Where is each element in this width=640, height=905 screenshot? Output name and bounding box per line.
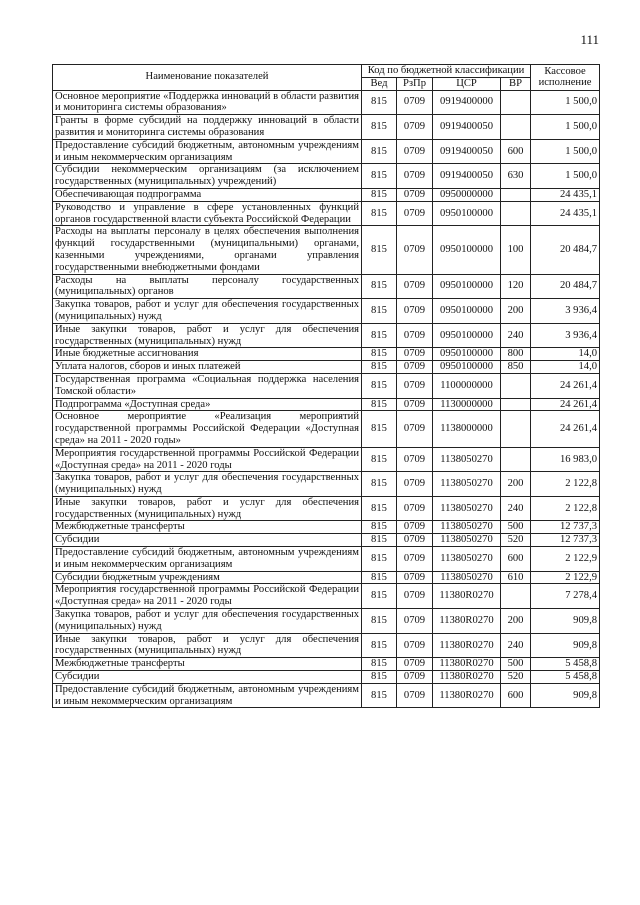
row-csr: 1130000000	[433, 398, 501, 411]
row-rzpr: 0709	[397, 323, 433, 348]
table-row	[53, 188, 600, 201]
row-name: Закупка товаров, работ и услуг для обеспечения государственных (муниципальных) нужд	[53, 472, 362, 497]
table-row	[53, 361, 600, 374]
row-name: Межбюджетные трансферты	[53, 658, 362, 671]
row-amount: 909,8	[531, 683, 600, 708]
table-row	[53, 534, 600, 547]
row-csr: 11380R0270	[433, 658, 501, 671]
row-name: Мероприятия государственной программы Российской Федерации «Доступная среда» на 2011 - 2020 годы	[53, 584, 362, 609]
row-csr: 0950100000	[433, 201, 501, 226]
row-name: Субсидии	[53, 534, 362, 547]
row-vr	[501, 398, 531, 411]
table-row	[53, 164, 600, 189]
header-exec: Кассовое исполнение	[531, 65, 600, 91]
row-amount: 12 737,3	[531, 534, 600, 547]
table-body	[53, 90, 600, 708]
row-ved: 815	[362, 584, 397, 609]
row-name: Обеспечивающая подпрограмма	[53, 188, 362, 201]
row-ved: 815	[362, 496, 397, 521]
row-csr: 11380R0270	[433, 683, 501, 708]
row-ved: 815	[362, 90, 397, 115]
row-ved: 815	[362, 201, 397, 226]
row-vr	[501, 115, 531, 140]
row-rzpr: 0709	[397, 348, 433, 361]
row-name: Мероприятия государственной программы Российской Федерации «Доступная среда» на 2011 - 2020 годы	[53, 447, 362, 472]
row-rzpr: 0709	[397, 521, 433, 534]
table-row	[53, 584, 600, 609]
row-vr: 800	[501, 348, 531, 361]
row-vr	[501, 411, 531, 447]
row-rzpr: 0709	[397, 226, 433, 274]
row-amount: 2 122,9	[531, 547, 600, 572]
row-amount: 909,8	[531, 609, 600, 634]
row-csr: 1138050270	[433, 571, 501, 584]
row-name: Закупка товаров, работ и услуг для обеспечения государственных (муниципальных) нужд	[53, 299, 362, 324]
row-csr: 1100000000	[433, 373, 501, 398]
row-amount: 1 500,0	[531, 115, 600, 140]
row-ved: 815	[362, 361, 397, 374]
row-csr: 1138050270	[433, 447, 501, 472]
row-amount: 5 458,8	[531, 658, 600, 671]
table-row	[53, 633, 600, 658]
table-row	[53, 609, 600, 634]
row-name: Подпрограмма «Доступная среда»	[53, 398, 362, 411]
row-rzpr: 0709	[397, 201, 433, 226]
table-row	[53, 201, 600, 226]
row-rzpr: 0709	[397, 584, 433, 609]
table-row	[53, 373, 600, 398]
row-rzpr: 0709	[397, 188, 433, 201]
row-amount: 1 500,0	[531, 164, 600, 189]
row-amount: 24 435,1	[531, 188, 600, 201]
row-ved: 815	[362, 323, 397, 348]
row-csr: 0919400000	[433, 90, 501, 115]
row-csr: 11380R0270	[433, 584, 501, 609]
row-rzpr: 0709	[397, 496, 433, 521]
header-name: Наименование показателей	[53, 65, 362, 91]
row-name: Субсидии некоммерческим организациям (за исключением государственных (муниципальных) учреждений)	[53, 164, 362, 189]
row-ved: 815	[362, 633, 397, 658]
row-name: Иные закупки товаров, работ и услуг для обеспечения государственных (муниципальных) нужд	[53, 323, 362, 348]
row-name: Гранты в форме субсидий на поддержку инноваций в области развития и мониторинга системы образования	[53, 115, 362, 140]
row-name: Предоставление субсидий бюджетным, автономным учреждениям и иным некоммерческим организациям	[53, 139, 362, 164]
table-row	[53, 447, 600, 472]
table-row	[53, 274, 600, 299]
table-row	[53, 472, 600, 497]
budget-table	[52, 64, 600, 708]
row-rzpr: 0709	[397, 683, 433, 708]
row-vr: 630	[501, 164, 531, 189]
row-rzpr: 0709	[397, 164, 433, 189]
row-amount: 14,0	[531, 348, 600, 361]
row-csr: 1138050270	[433, 472, 501, 497]
row-amount: 20 484,7	[531, 226, 600, 274]
row-amount: 24 261,4	[531, 373, 600, 398]
row-vr: 200	[501, 609, 531, 634]
table-row	[53, 348, 600, 361]
row-ved: 815	[362, 411, 397, 447]
table-row	[53, 496, 600, 521]
row-rzpr: 0709	[397, 658, 433, 671]
row-csr: 0950100000	[433, 299, 501, 324]
row-name: Иные бюджетные ассигнования	[53, 348, 362, 361]
row-ved: 815	[362, 472, 397, 497]
table-row	[53, 571, 600, 584]
row-ved: 815	[362, 521, 397, 534]
row-vr: 500	[501, 521, 531, 534]
row-rzpr: 0709	[397, 472, 433, 497]
row-rzpr: 0709	[397, 139, 433, 164]
row-rzpr: 0709	[397, 115, 433, 140]
row-amount: 2 122,8	[531, 472, 600, 497]
row-amount: 3 936,4	[531, 299, 600, 324]
row-vr: 600	[501, 683, 531, 708]
row-vr	[501, 447, 531, 472]
row-vr: 240	[501, 323, 531, 348]
row-vr: 200	[501, 472, 531, 497]
row-ved: 815	[362, 164, 397, 189]
row-name: Иные закупки товаров, работ и услуг для обеспечения государственных (муниципальных) нужд	[53, 496, 362, 521]
row-ved: 815	[362, 115, 397, 140]
row-name: Субсидии бюджетным учреждениям	[53, 571, 362, 584]
row-vr: 610	[501, 571, 531, 584]
row-ved: 815	[362, 188, 397, 201]
row-amount: 2 122,8	[531, 496, 600, 521]
row-csr: 0950000000	[433, 188, 501, 201]
row-csr: 0919400050	[433, 115, 501, 140]
row-vr	[501, 584, 531, 609]
row-name: Межбюджетные трансферты	[53, 521, 362, 534]
row-vr: 850	[501, 361, 531, 374]
row-amount: 24 435,1	[531, 201, 600, 226]
row-amount: 14,0	[531, 361, 600, 374]
row-vr: 600	[501, 547, 531, 572]
row-rzpr: 0709	[397, 361, 433, 374]
row-csr: 11380R0270	[433, 671, 501, 684]
table-row	[53, 323, 600, 348]
row-csr: 0950100000	[433, 361, 501, 374]
table-row	[53, 226, 600, 274]
row-ved: 815	[362, 658, 397, 671]
row-vr: 120	[501, 274, 531, 299]
table-row	[53, 411, 600, 447]
row-ved: 815	[362, 226, 397, 274]
header-vr: ВР	[501, 77, 531, 90]
row-rzpr: 0709	[397, 411, 433, 447]
row-amount: 2 122,9	[531, 571, 600, 584]
table-row	[53, 90, 600, 115]
row-ved: 815	[362, 671, 397, 684]
table-header	[53, 65, 600, 91]
header-code-group: Код по бюджетной классификации	[362, 65, 531, 78]
header-rzpr: РзПр	[397, 77, 433, 90]
table-row	[53, 683, 600, 708]
row-vr: 200	[501, 299, 531, 324]
row-csr: 0950100000	[433, 348, 501, 361]
page-number: 111	[580, 32, 599, 47]
row-amount: 909,8	[531, 633, 600, 658]
row-vr: 240	[501, 633, 531, 658]
row-name: Иные закупки товаров, работ и услуг для обеспечения государственных (муниципальных) нужд	[53, 633, 362, 658]
row-ved: 815	[362, 139, 397, 164]
row-rzpr: 0709	[397, 671, 433, 684]
row-vr: 500	[501, 658, 531, 671]
row-vr	[501, 90, 531, 115]
table-row	[53, 658, 600, 671]
row-csr: 1138050270	[433, 547, 501, 572]
row-rzpr: 0709	[397, 447, 433, 472]
row-vr	[501, 188, 531, 201]
row-ved: 815	[362, 398, 397, 411]
row-name: Руководство и управление в сфере установленных функций органов государственной власти субъекта Российской Федерации	[53, 201, 362, 226]
row-name: Основное мероприятие «Реализация мероприятий государственной программы Российской Федерации «Доступная среда» на 2011 - 2020 годы»	[53, 411, 362, 447]
row-ved: 815	[362, 299, 397, 324]
row-name: Расходы на выплаты персоналу государственных (муниципальных) органов	[53, 274, 362, 299]
row-rzpr: 0709	[397, 609, 433, 634]
row-vr: 600	[501, 139, 531, 164]
row-ved: 815	[362, 447, 397, 472]
row-name: Уплата налогов, сборов и иных платежей	[53, 361, 362, 374]
row-csr: 11380R0270	[433, 609, 501, 634]
row-csr: 1138050270	[433, 521, 501, 534]
row-ved: 815	[362, 547, 397, 572]
header-csr: ЦСР	[433, 77, 501, 90]
row-csr: 1138050270	[433, 496, 501, 521]
row-rzpr: 0709	[397, 534, 433, 547]
row-vr: 520	[501, 671, 531, 684]
row-csr: 0950100000	[433, 323, 501, 348]
row-amount: 1 500,0	[531, 139, 600, 164]
row-rzpr: 0709	[397, 90, 433, 115]
row-csr: 0919400050	[433, 164, 501, 189]
row-rzpr: 0709	[397, 373, 433, 398]
row-name: Закупка товаров, работ и услуг для обеспечения государственных (муниципальных) нужд	[53, 609, 362, 634]
table-row	[53, 671, 600, 684]
row-amount: 3 936,4	[531, 323, 600, 348]
row-amount: 16 983,0	[531, 447, 600, 472]
header-ved: Вед	[362, 77, 397, 90]
row-ved: 815	[362, 348, 397, 361]
table-row	[53, 398, 600, 411]
row-ved: 815	[362, 373, 397, 398]
row-amount: 20 484,7	[531, 274, 600, 299]
row-name: Государственная программа «Социальная поддержка населения Томской области»	[53, 373, 362, 398]
row-ved: 815	[362, 534, 397, 547]
row-csr: 0950100000	[433, 226, 501, 274]
row-amount: 24 261,4	[531, 398, 600, 411]
row-csr: 0919400050	[433, 139, 501, 164]
row-amount: 1 500,0	[531, 90, 600, 115]
row-vr: 240	[501, 496, 531, 521]
table-row	[53, 299, 600, 324]
row-name: Субсидии	[53, 671, 362, 684]
table-row	[53, 139, 600, 164]
row-csr: 11380R0270	[433, 633, 501, 658]
row-csr: 0950100000	[433, 274, 501, 299]
row-ved: 815	[362, 609, 397, 634]
row-vr	[501, 201, 531, 226]
row-ved: 815	[362, 274, 397, 299]
row-name: Расходы на выплаты персоналу в целях обеспечения выполнения функций государственными (муниципальными) органами, казенными учреждениями, органами управления государственными внебюджетными фондами	[53, 226, 362, 274]
row-csr: 1138050270	[433, 534, 501, 547]
row-vr: 100	[501, 226, 531, 274]
row-rzpr: 0709	[397, 274, 433, 299]
row-name: Предоставление субсидий бюджетным, автономным учреждениям и иным некоммерческим организациям	[53, 683, 362, 708]
row-vr	[501, 373, 531, 398]
row-rzpr: 0709	[397, 299, 433, 324]
table-row	[53, 547, 600, 572]
row-amount: 24 261,4	[531, 411, 600, 447]
row-ved: 815	[362, 683, 397, 708]
row-amount: 7 278,4	[531, 584, 600, 609]
row-name: Предоставление субсидий бюджетным, автономным учреждениям и иным некоммерческим организациям	[53, 547, 362, 572]
row-rzpr: 0709	[397, 398, 433, 411]
row-amount: 12 737,3	[531, 521, 600, 534]
row-ved: 815	[362, 571, 397, 584]
table-row	[53, 115, 600, 140]
row-rzpr: 0709	[397, 633, 433, 658]
row-csr: 1138000000	[433, 411, 501, 447]
table-row	[53, 521, 600, 534]
row-rzpr: 0709	[397, 571, 433, 584]
row-name: Основное мероприятие «Поддержка инноваций в области развития и мониторинга системы образования»	[53, 90, 362, 115]
row-amount: 5 458,8	[531, 671, 600, 684]
row-vr: 520	[501, 534, 531, 547]
row-rzpr: 0709	[397, 547, 433, 572]
